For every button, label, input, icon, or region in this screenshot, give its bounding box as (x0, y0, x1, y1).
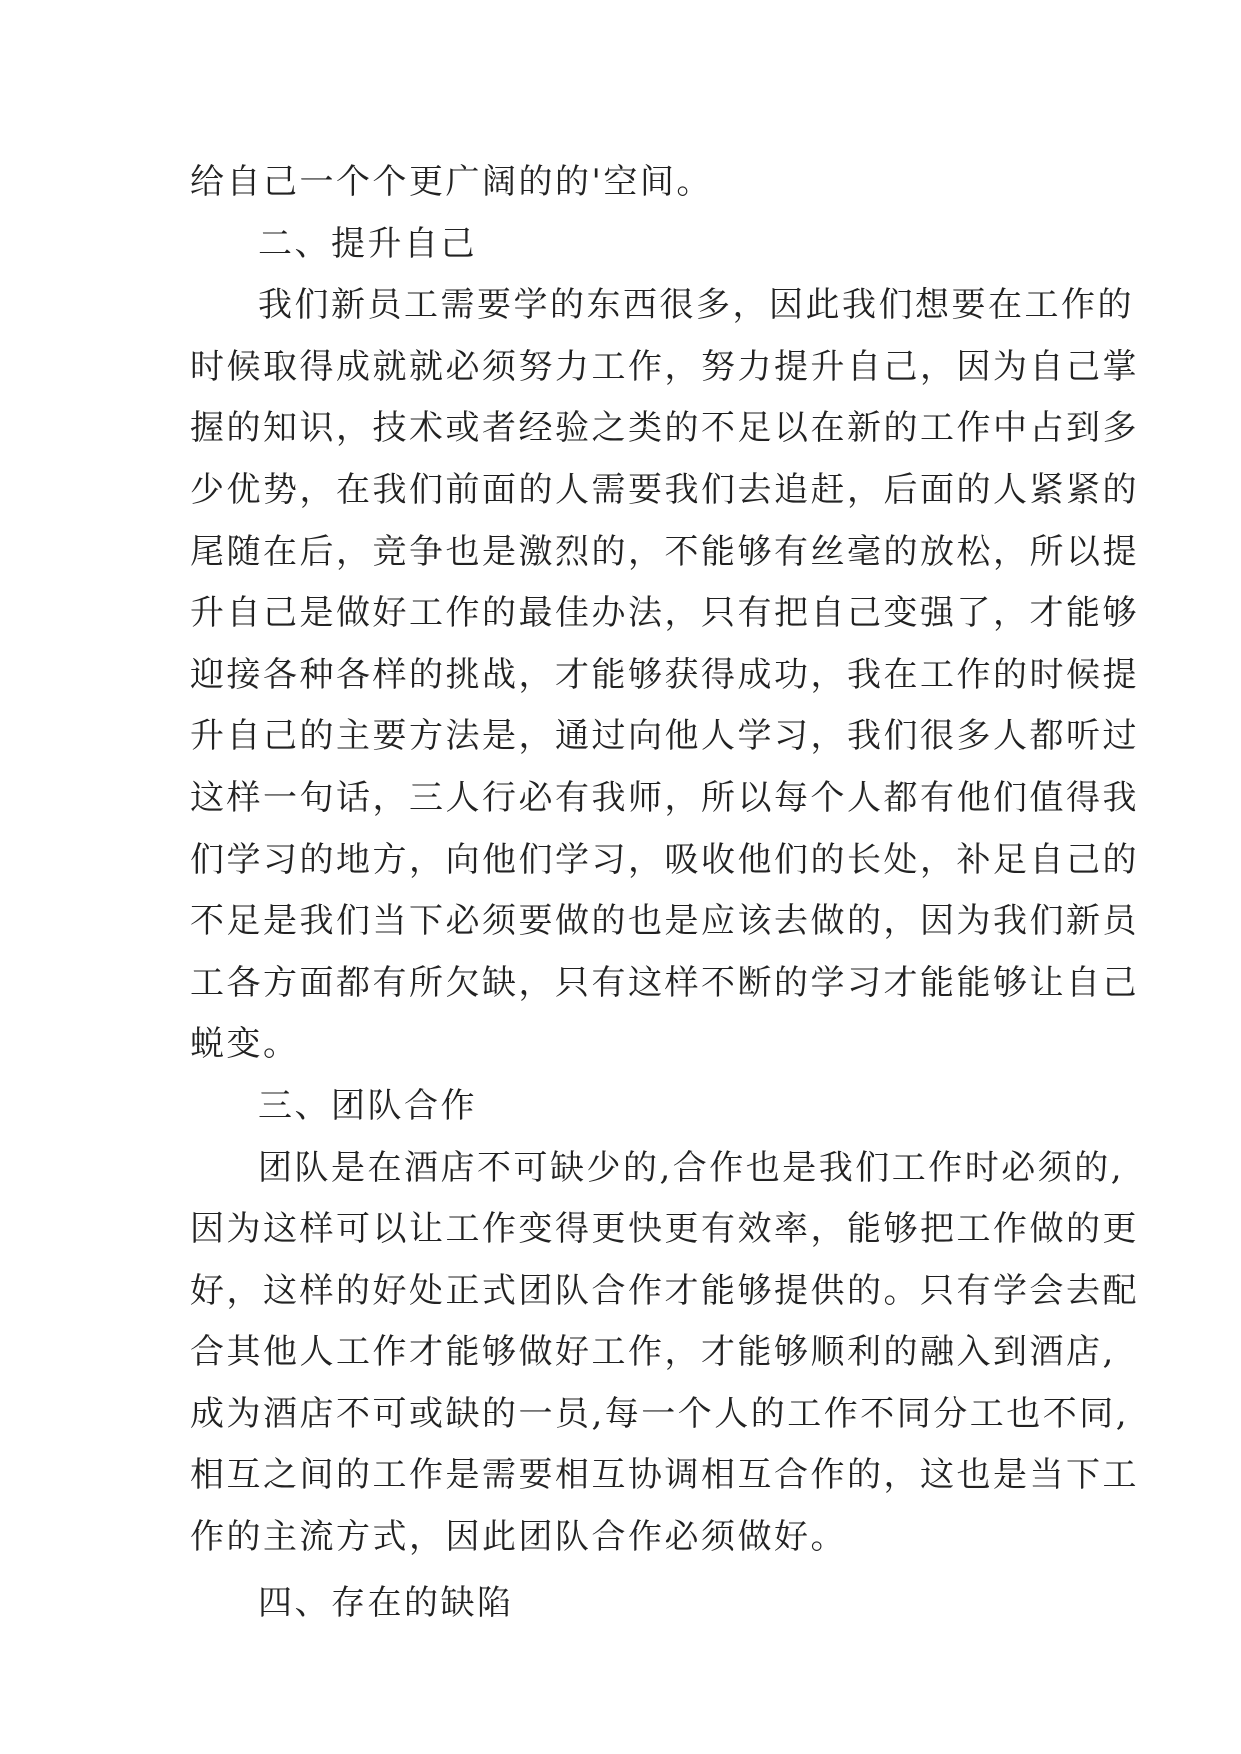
document-body (190, 152, 1139, 1634)
paragraph-line: 好，这样的好处正式团队合作才能够提供的。只有学会去配 (190, 1270, 1139, 1311)
paragraph-line: 相互之间的工作是需要相互协调相互合作的，这也是当下工 (190, 1455, 1139, 1496)
paragraph-line: 不足是我们当下必须要做的也是应该去做的，因为我们新员 (190, 901, 1139, 942)
paragraph-line: 这样一句话，三人行必有我师，所以每个人都有他们值得我 (190, 777, 1139, 818)
paragraph-line: 我们新员工需要学的东西很多，因此我们想要在工作的 (258, 285, 1134, 326)
section-heading-3: 三、团队合作 (258, 1085, 477, 1126)
paragraph-line: 升自己是做好工作的最佳办法，只有把自己变强了，才能够 (190, 593, 1139, 634)
paragraph-line: 团队是在酒店不可缺少的,合作也是我们工作时必须的, (258, 1147, 1125, 1188)
paragraph-line: 工各方面都有所欠缺，只有这样不断的学习才能能够让自己 (190, 962, 1139, 1003)
paragraph-line: 升自己的主要方法是，通过向他人学习，我们很多人都听过 (190, 716, 1139, 757)
paragraph-line: 迎接各种各样的挑战，才能够获得成功，我在工作的时候提 (190, 654, 1139, 695)
paragraph-line: 给自己一个个更广阔的的'空间。 (190, 162, 713, 202)
paragraph-line: 们学习的地方，向他们学习，吸收他们的长处，补足自己的 (190, 839, 1139, 880)
paragraph-line: 时候取得成就就必须努力工作，努力提升自己，因为自己掌 (190, 346, 1139, 387)
paragraph-line: 尾随在后，竞争也是激烈的，不能够有丝毫的放松，所以提 (190, 531, 1139, 572)
paragraph-line: 作的主流方式，因此团队合作必须做好。 (190, 1517, 847, 1558)
paragraph-line: 因为这样可以让工作变得更快更有效率，能够把工作做的更 (190, 1209, 1139, 1250)
section-heading-2: 二、提升自己 (258, 223, 477, 264)
paragraph-line: 合其他人工作才能够做好工作，才能够顺利的融入到酒店, (190, 1332, 1116, 1373)
paragraph-line: 蜕变。 (190, 1024, 300, 1065)
section-heading-4: 四、存在的缺陷 (258, 1582, 514, 1623)
paragraph-line: 成为酒店不可或缺的一员,每一个人的工作不同分工也不同, (190, 1393, 1130, 1434)
paragraph-line: 握的知识，技术或者经验之类的不足以在新的工作中占到多 (190, 408, 1139, 449)
paragraph-line: 少优势，在我们前面的人需要我们去追赶，后面的人紧紧的 (190, 469, 1139, 510)
